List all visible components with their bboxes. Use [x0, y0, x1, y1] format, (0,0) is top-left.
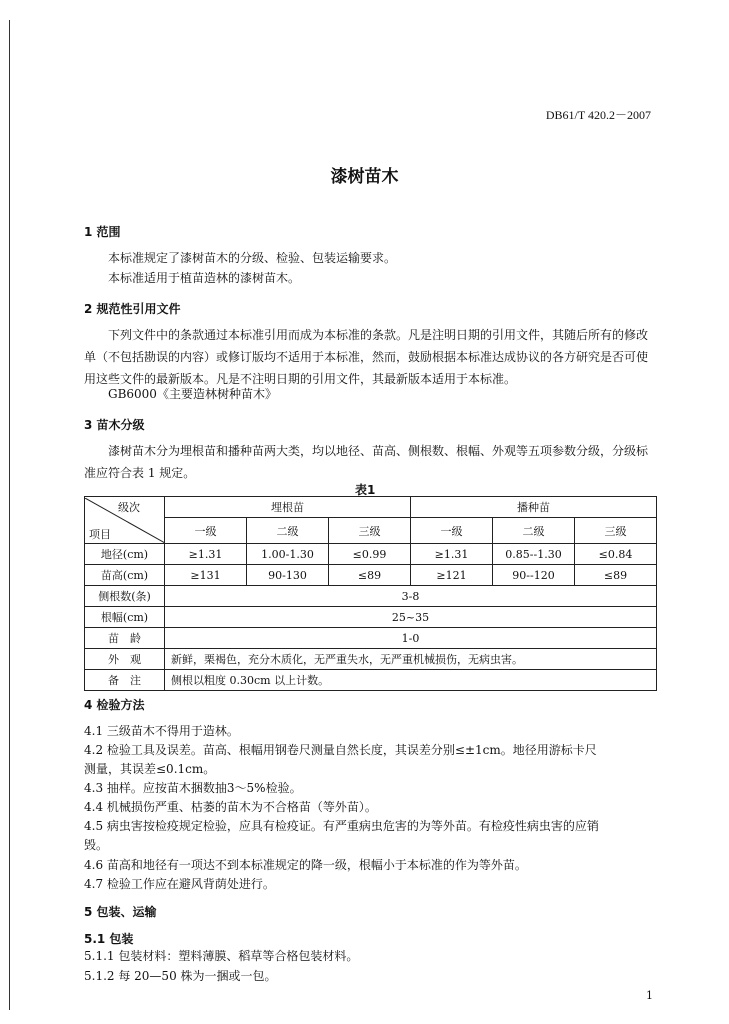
table-row [85, 670, 657, 691]
clause-4-2: 4.2 检验工具及误差。苗高、根幅用钢卷尺测量自然长度，其误差分别≤±1cm。地径用游标卡尺 [84, 743, 597, 757]
table-span-cell: 3-8 [165, 586, 657, 607]
clause-4-2-cont: 测量，其误差≤0.1cm。 [84, 762, 216, 776]
row-label: 地径(cm) [85, 544, 165, 565]
section-4-heading: 4 检验方法 [84, 698, 145, 712]
table-cell: ≥121 [411, 565, 493, 586]
clause-4-5-cont: 毁。 [84, 838, 109, 852]
table-row [85, 586, 657, 607]
row-label: 外 观 [85, 649, 165, 670]
page-number: 1 [646, 989, 653, 1002]
row-label: 备 注 [85, 670, 165, 691]
section-5-heading: 5 包装、运输 [84, 905, 157, 919]
clause-4-1: 4.1 三级苗木不得用于造林。 [84, 724, 239, 738]
table-row [85, 565, 657, 586]
clause-4-4: 4.4 机械损伤严重、枯萎的苗木为不合格苗（等外苗）。 [84, 800, 377, 814]
table-row [85, 544, 657, 565]
section-1-para-1: 本标准规定了漆树苗木的分级、检验、包装运输要求。 [108, 251, 397, 265]
row-label: 苗 龄 [85, 628, 165, 649]
table-cell: 0.85--1.30 [493, 544, 575, 565]
table-span-cell: 侧根以粗度 0.30cm 以上计数。 [165, 670, 657, 691]
table-cell: 90--120 [493, 565, 575, 586]
section-2-para-1: 下列文件中的条款通过本标准引用而成为本标准的条款。凡是注明日期的引用文件，其随后所有的修改单（不包括勘误的内容）或修订版均不适用于本标准，然而，鼓励根据本标准达成协议的各方研究是否可使用这些文件的最新版本。凡是不注明日期的引用文件，其最新版本适用于本标准。 [84, 328, 649, 386]
table-cell: ≥1.31 [165, 544, 247, 565]
clause-4-7: 4.7 检验工作应在避风背荫处进行。 [84, 877, 275, 891]
clause-4-5: 4.5 病虫害按检疫规定检验，应具有检疫证。有严重病虫危害的为等外苗。有检疫性病虫害的应销 [84, 819, 599, 833]
grade-header: 三级 [575, 518, 657, 544]
grade-header: 二级 [247, 518, 329, 544]
clause-4-6: 4.6 苗高和地径有一项达不到本标准规定的降一级，根幅小于本标准的作为等外苗。 [84, 858, 527, 872]
table-span-cell: 25~35 [165, 607, 657, 628]
section-1-heading: 1 范围 [84, 225, 121, 239]
page-title: 漆树苗木 [330, 167, 399, 187]
clause-4-3: 4.3 抽样。应按苗木捆数抽3～5%检验。 [84, 781, 302, 795]
table-cell: ≥1.31 [411, 544, 493, 565]
group-header-root-cutting: 埋根苗 [165, 497, 411, 518]
grade-header: 一级 [411, 518, 493, 544]
corner-label-item: 项目 [89, 527, 111, 541]
table-cell: ≤0.84 [575, 544, 657, 565]
table-cell: 1.00-1.30 [247, 544, 329, 565]
row-label: 根幅(cm) [85, 607, 165, 628]
clause-5-1-1: 5.1.1 包装材料：塑料薄膜、稻草等合格包装材料。 [84, 949, 359, 963]
clause-5-1-2: 5.1.2 每 20—50 株为一捆或一包。 [84, 969, 277, 983]
table-caption: 表1 [355, 483, 376, 497]
table-corner-cell [85, 497, 165, 544]
table-cell: ≥131 [165, 565, 247, 586]
section-2-reference: GB6000《主要造林树种苗木》 [108, 387, 277, 401]
section-3-para-1: 漆树苗木分为埋根苗和播种苗两大类，均以地径、苗高、侧根数、根幅、外观等五项参数分级，分级标准应符合表 1 规定。 [84, 444, 649, 480]
grade-header: 三级 [329, 518, 411, 544]
group-header-seedling: 播种苗 [411, 497, 657, 518]
row-label: 苗高(cm) [85, 565, 165, 586]
table-row [85, 649, 657, 670]
table-cell: ≤89 [329, 565, 411, 586]
subsection-5-1-heading: 5.1 包装 [84, 932, 134, 946]
grading-table [84, 496, 657, 691]
table-row [85, 607, 657, 628]
table-row [85, 628, 657, 649]
table-header-row [85, 497, 657, 518]
corner-label-grade: 级次 [118, 500, 140, 514]
table-cell: ≤89 [575, 565, 657, 586]
table-span-cell: 1-0 [165, 628, 657, 649]
grade-header-row [85, 518, 657, 544]
table-cell: 90-130 [247, 565, 329, 586]
section-1-para-2: 本标准适用于植苗造林的漆树苗木。 [108, 271, 301, 285]
table-span-cell: 新鲜，栗褐色，充分木质化，无严重失水，无严重机械损伤，无病虫害。 [165, 649, 657, 670]
section-2-heading: 2 规范性引用文件 [84, 302, 181, 316]
row-label: 侧根数(条) [85, 586, 165, 607]
grade-header: 二级 [493, 518, 575, 544]
document-number: DB61/T 420.2－2007 [545, 108, 651, 122]
grade-header: 一级 [165, 518, 247, 544]
table-cell: ≤0.99 [329, 544, 411, 565]
section-3-heading: 3 苗木分级 [84, 418, 145, 432]
